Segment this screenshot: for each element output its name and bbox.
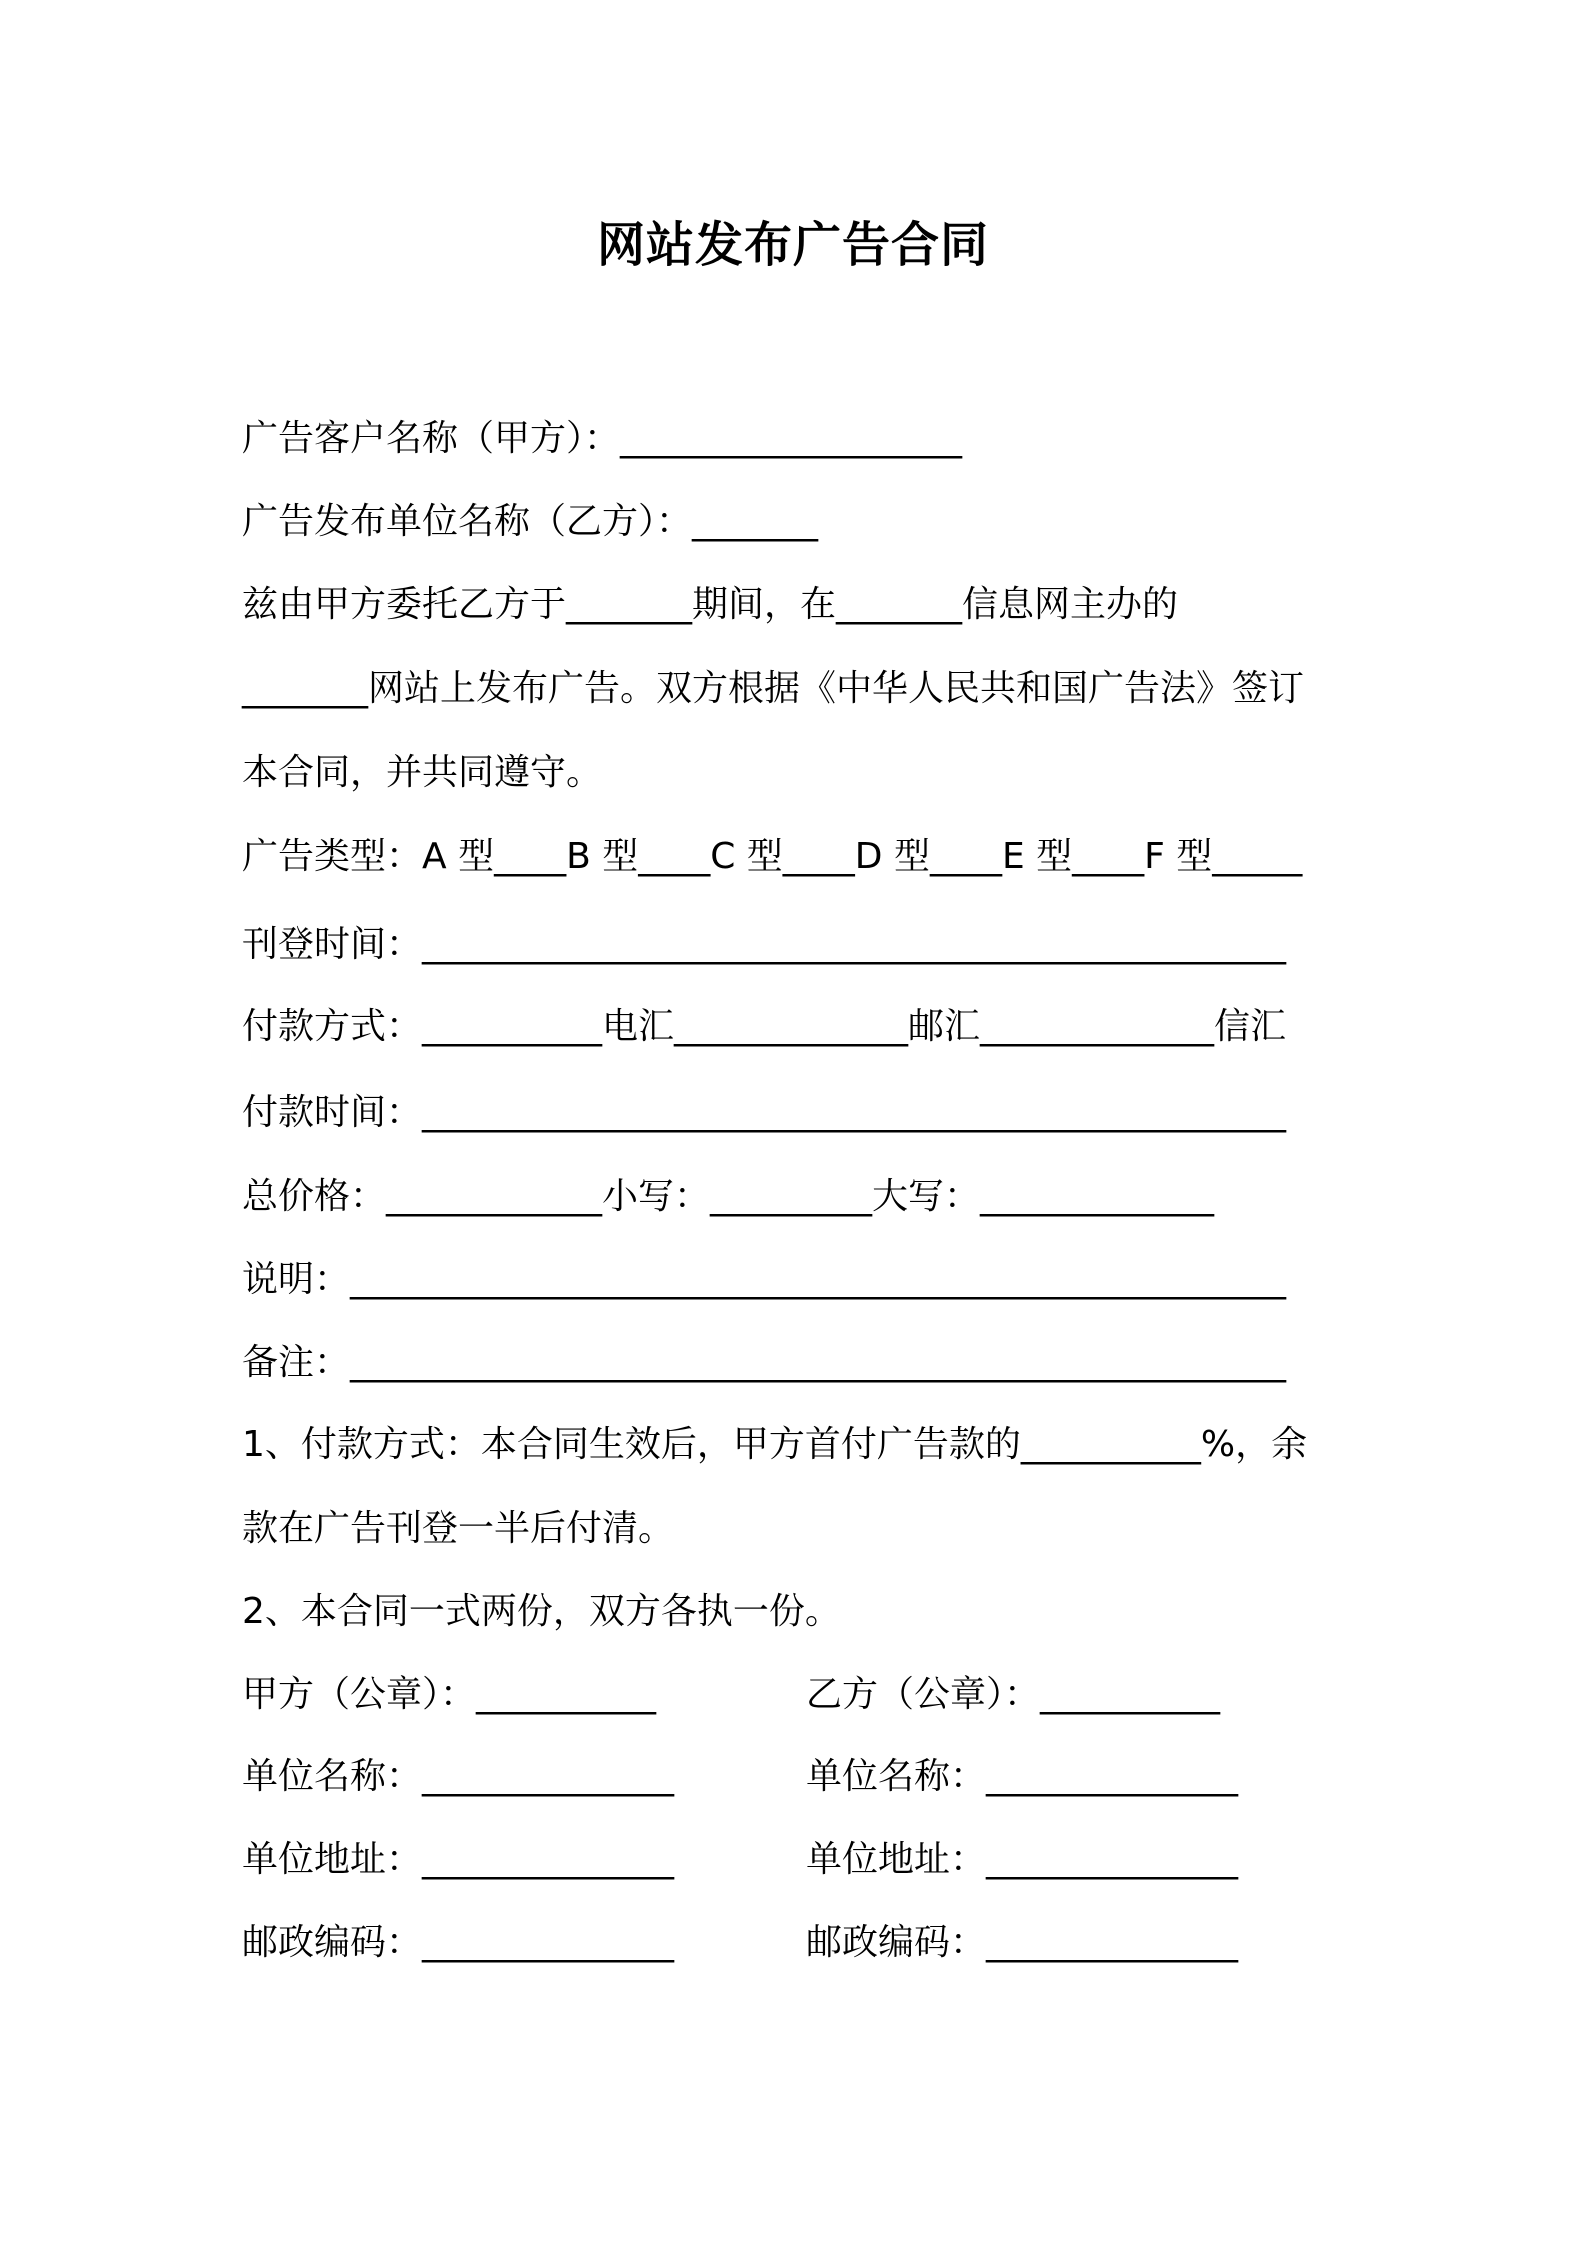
party-a-company-name-line: 单位名称：______________: [242, 1756, 675, 1797]
payment-method-line: 付款方式：__________电汇_____________邮汇_____________信汇: [242, 1006, 1287, 1047]
party-b-company-name-line: 单位名称：______________: [806, 1756, 1239, 1797]
document-title: 网站发布广告合同: [596, 217, 989, 273]
party-a-postcode-line: 邮政编码：______________: [242, 1922, 675, 1963]
party-b-address-line: 单位地址：______________: [806, 1839, 1239, 1880]
payment-time-line: 付款时间：________________________________________________: [242, 1092, 1287, 1133]
party-b-seal-line: 乙方（公章）：__________: [806, 1674, 1221, 1715]
clause-1-line-1: 1、付款方式：本合同生效后，甲方首付广告款的__________%，余: [242, 1424, 1308, 1465]
total-price-line: 总价格：____________小写：_________大写：_____________: [242, 1176, 1215, 1217]
remarks-line: 备注：____________________________________________________: [242, 1342, 1286, 1383]
intro-paragraph-line-3: 本合同，并共同遵守。: [242, 752, 603, 793]
client-name-line: 广告客户名称（甲方）：___________________: [242, 418, 963, 459]
description-line: 说明：____________________________________________________: [242, 1259, 1286, 1300]
party-b-postcode-line: 邮政编码：______________: [806, 1922, 1239, 1963]
clause-1-line-2: 款在广告刊登一半后付清。: [242, 1508, 675, 1549]
publish-time-line: 刊登时间：________________________________________________: [242, 924, 1287, 965]
intro-paragraph-line-2: _______网站上发布广告。双方根据《中华人民共和国广告法》签订: [242, 668, 1305, 709]
clause-2-line: 2、本合同一式两份，双方各执一份。: [242, 1591, 841, 1632]
ad-type-line: 广告类型：A 型____B 型____C 型____D 型____E 型____F 型_____: [242, 836, 1303, 877]
party-a-seal-line: 甲方（公章）：__________: [242, 1674, 657, 1715]
publisher-name-line: 广告发布单位名称（乙方）：_______: [242, 501, 819, 542]
party-a-address-line: 单位地址：______________: [242, 1839, 675, 1880]
intro-paragraph-line-1: 兹由甲方委托乙方于_______期间，在_______信息网主办的: [242, 584, 1179, 625]
